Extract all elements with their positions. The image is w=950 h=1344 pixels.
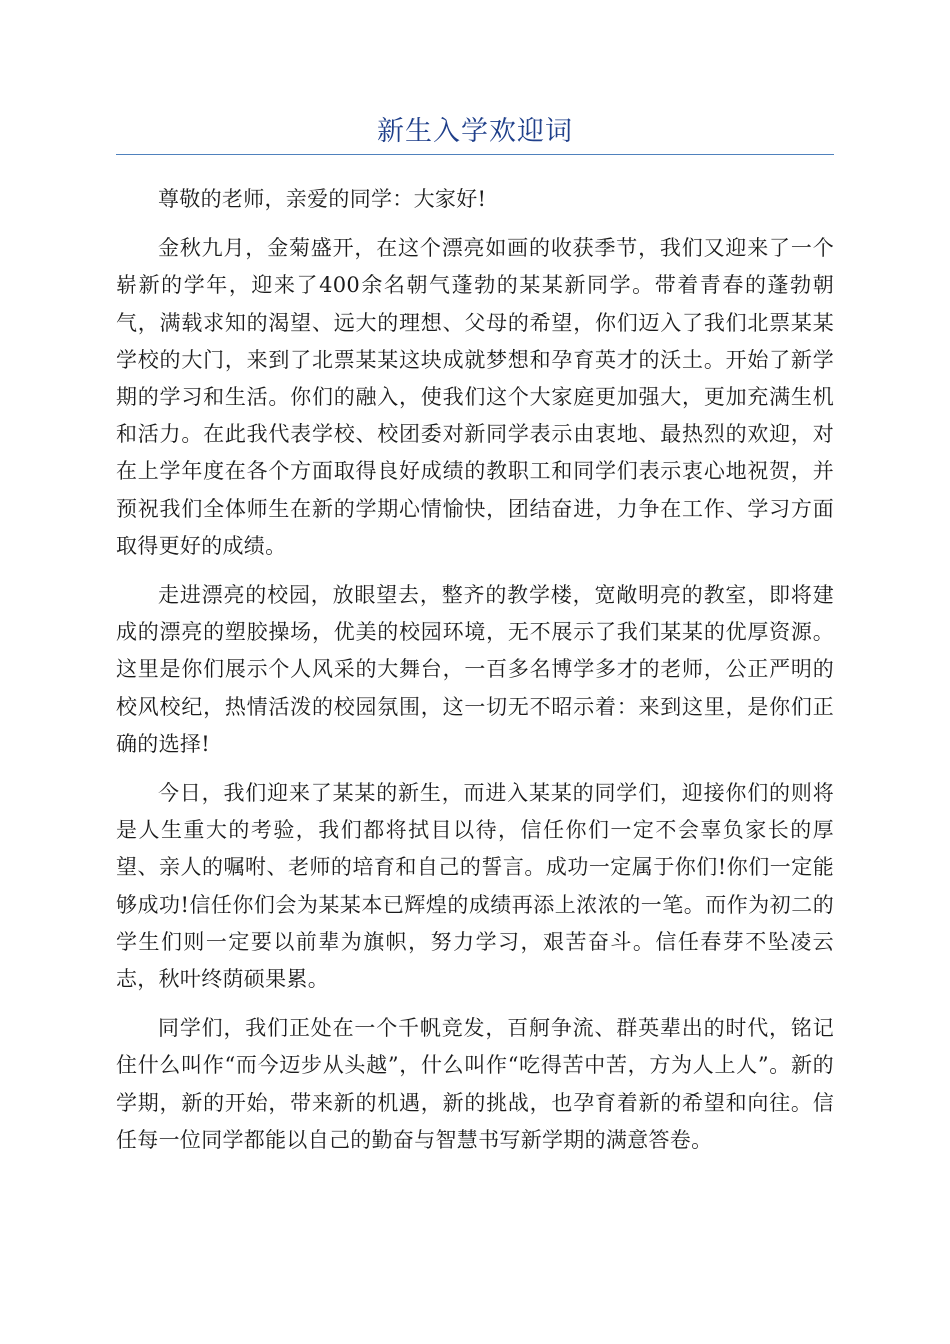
title-underline	[116, 154, 834, 155]
paragraph-encouragement: 今日，我们迎来了某某的新生，而进入某某的同学们，迎接你们的则将是人生重大的考验，我们都将拭目以待，信任你们一定不会辜负家长的厚望、亲人的嘱咐、老师的培育和自己的誓言。成功一定属于你们!你们一定能够成功!信任你们会为某某本已辉煌的成绩再添上浓浓的一笔。而作为初二的学生们则一定要以前辈为旗帜，努力学习，艰苦奋斗。信任春芽不坠凌云志，秋叶终荫硕果累。	[116, 781, 834, 992]
document-page	[116, 110, 834, 1171]
paragraph-closing: 同学们，我们正处在一个千帆竞发，百舸争流、群英辈出的时代，铭记住什么叫作“而今迈步从头越”，什么叫作“吃得苦中苦，方为人上人”。新的学期，新的开始，带来新的机遇，新的挑战，也孕育着新的希望和向往。信任每一位同学都能以自己的勤奋与智慧书写新学期的满意答卷。	[116, 1016, 834, 1152]
document-title: 新生入学欢迎词	[377, 116, 573, 147]
paragraph-greeting: 尊敬的老师，亲爱的同学：大家好!	[158, 187, 487, 211]
paragraph-campus: 走进漂亮的校园，放眼望去，整齐的教学楼，宽敞明亮的教室，即将建成的漂亮的塑胶操场，优美的校园环境，无不展示了我们某某的优厚资源。这里是你们展示个人风采的大舞台，一百多名博学多才的老师，公正严明的校风校纪，热情活泼的校园氛围，这一切无不昭示着：来到这里，是你们正确的选择!	[116, 583, 834, 756]
paragraph-welcome: 金秋九月，金菊盛开，在这个漂亮如画的收获季节，我们又迎来了一个崭新的学年，迎来了400余名朝气蓬勃的某某新同学。带着青春的蓬勃朝气，满载求知的渴望、远大的理想、父母的希望，你们迈入了我们北票某某学校的大门，来到了北票某某这块成就梦想和孕育英才的沃土。开始了新学期的学习和生活。你们的融入，使我们这个大家庭更加强大，更加充满生机和活力。在此我代表学校、校团委对新同学表示由衷地、最热烈的欢迎，对在上学年度在各个方面取得良好成绩的教职工和同学们表示衷心地祝贺，并预祝我们全体师生在新的学期心情愉快，团结奋进，力争在工作、学习方面取得更好的成绩。	[116, 236, 834, 558]
